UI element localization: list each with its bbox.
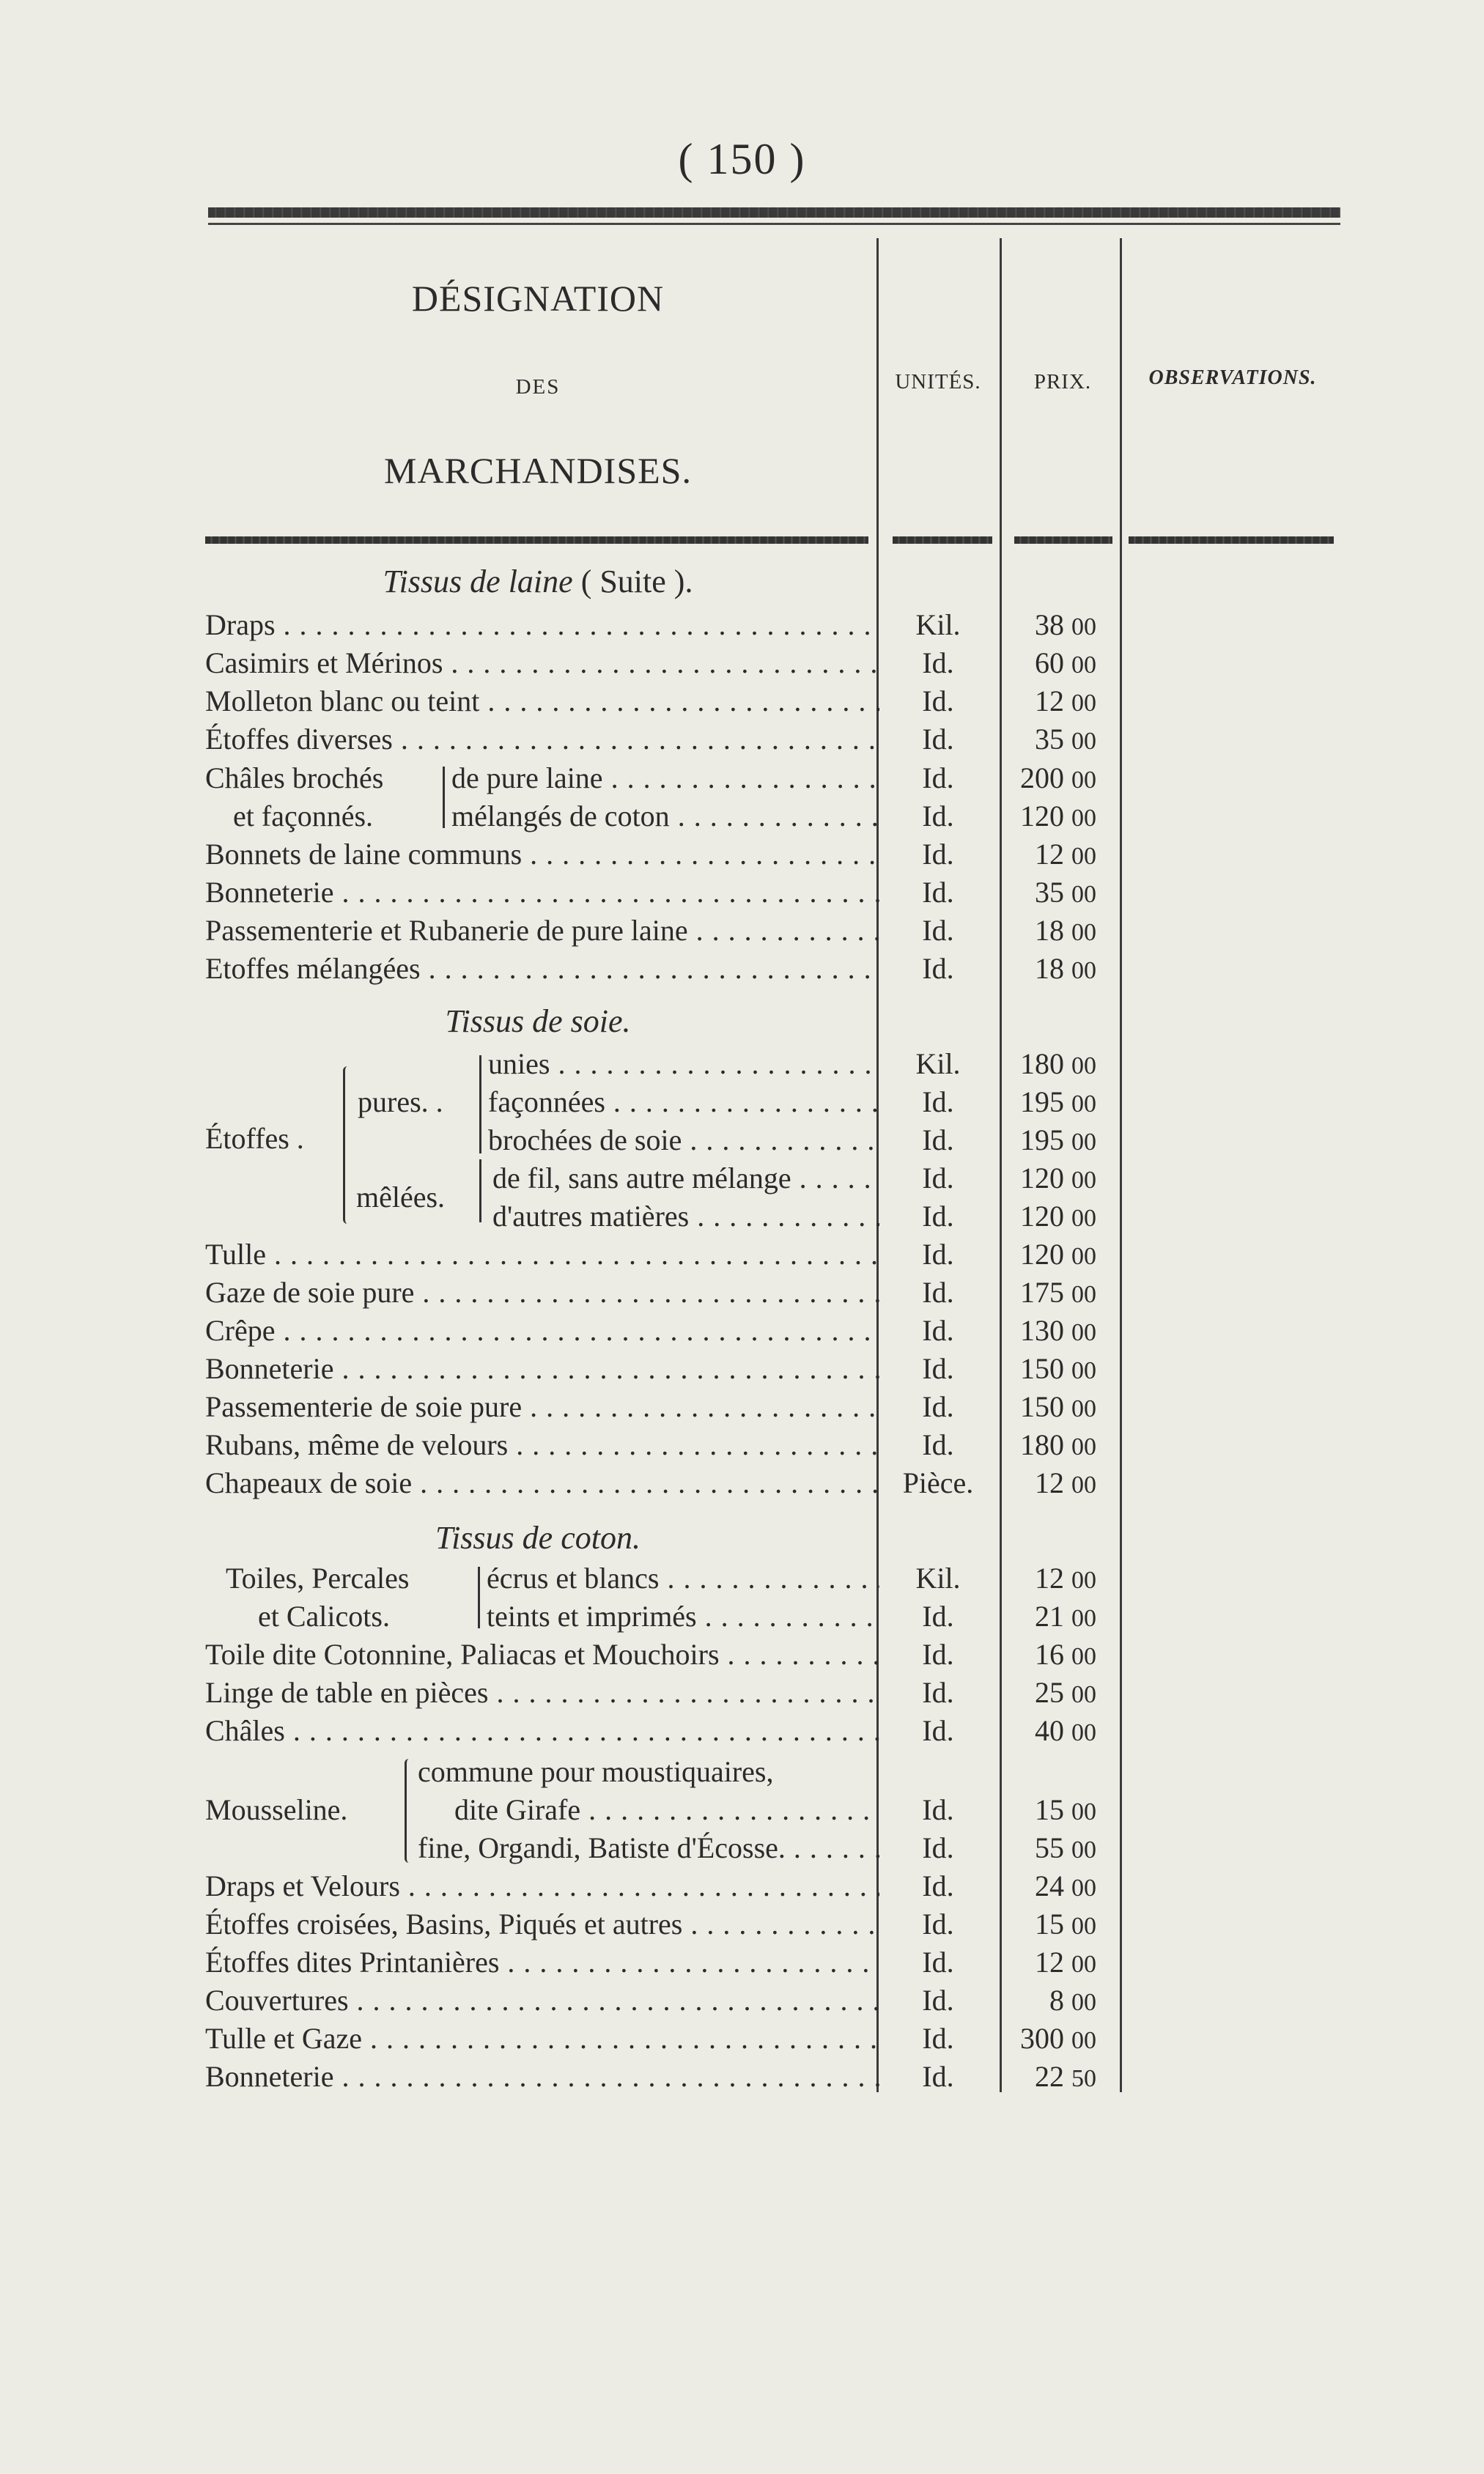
- table-row: [488, 1083, 879, 1121]
- price-centimes: 50: [1071, 2065, 1096, 2092]
- price-francs: 120: [1020, 1238, 1064, 1271]
- price-francs: 35: [1035, 723, 1064, 756]
- label-toiles-percales: Toiles, Percales: [226, 1562, 410, 1595]
- row-price: [1005, 835, 1123, 874]
- table-row: [205, 835, 879, 874]
- price-francs: 300: [1020, 2022, 1064, 2055]
- price-centimes: 00: [1071, 1090, 1096, 1118]
- row-unit: Id.: [922, 1352, 954, 1385]
- column-rule-prix: [1014, 536, 1112, 544]
- row-price: [1005, 682, 1123, 720]
- row-label: Bonnets de laine communs . . .: [205, 835, 879, 874]
- price-centimes: 00: [1071, 1052, 1096, 1079]
- row-price: [1005, 720, 1123, 758]
- table-row: [205, 1388, 879, 1426]
- row-unit: Id.: [922, 1600, 954, 1633]
- row-unit: Id.: [922, 1676, 954, 1709]
- header-prix: PRIX.: [1033, 370, 1092, 394]
- table-row: [451, 797, 879, 835]
- row-label: Étoffes croisées, Basins, Piqués et autres . . .: [205, 1905, 879, 1943]
- label-chales-broches: Châles brochés: [205, 761, 384, 794]
- row-price: [1005, 912, 1123, 950]
- table-row: [492, 1159, 879, 1197]
- row-price: [1005, 1083, 1123, 1121]
- row-unit: Id.: [922, 1984, 954, 2017]
- row-unit: Id.: [922, 1314, 954, 1347]
- row-label: Gaze de soie pure . . .: [205, 1274, 879, 1312]
- row-unit: Id.: [922, 1162, 954, 1194]
- row-price: [1005, 1236, 1123, 1274]
- row-price: [1005, 874, 1123, 912]
- row-price: [1005, 606, 1123, 644]
- price-francs: 38: [1035, 608, 1064, 641]
- row-unit: Kil.: [915, 1562, 961, 1595]
- row-price: [1005, 1312, 1123, 1350]
- price-centimes: 00: [1071, 1875, 1096, 1902]
- price-centimes: 00: [1071, 1433, 1096, 1461]
- row-price: [1005, 1867, 1123, 1905]
- row-label: dite Girafe . . .: [454, 1791, 879, 1829]
- header-des: DES: [515, 375, 561, 399]
- row-label: Etoffes mélangées . . .: [205, 950, 879, 988]
- row-price: [1005, 1426, 1123, 1464]
- price-francs: 12: [1035, 1466, 1064, 1499]
- brace-chales: [443, 767, 445, 828]
- price-centimes: 00: [1071, 881, 1096, 908]
- row-label: fine, Organdi, Batiste d'Écosse. . . .: [418, 1829, 879, 1867]
- price-francs: 12: [1035, 838, 1064, 871]
- row-label: Étoffes diverses . . .: [205, 720, 879, 758]
- price-francs: 120: [1020, 1200, 1064, 1233]
- row-label: Tulle . . .: [205, 1236, 879, 1274]
- row-label: teints et imprimés . . .: [487, 1598, 879, 1636]
- row-unit: Id.: [922, 838, 954, 871]
- table-row: [454, 1791, 879, 1829]
- row-unit: Id.: [922, 761, 954, 794]
- table-row: [205, 950, 879, 988]
- price-francs: 15: [1035, 1793, 1064, 1826]
- table-row: [205, 1905, 879, 1943]
- section-title-laine: [208, 563, 868, 600]
- row-unit: Id.: [922, 1831, 954, 1864]
- header-rule-thick: [208, 207, 1340, 218]
- price-francs: 150: [1020, 1352, 1064, 1385]
- row-label: Chapeaux de soie . . .: [205, 1464, 879, 1502]
- price-centimes: 00: [1071, 1167, 1096, 1194]
- price-centimes: 00: [1071, 1681, 1096, 1708]
- row-unit: Id.: [922, 2060, 954, 2093]
- table-row: [205, 912, 879, 950]
- price-francs: 195: [1020, 1085, 1064, 1118]
- row-label: mélangés de coton . . .: [451, 797, 879, 835]
- price-centimes: 00: [1071, 957, 1096, 984]
- column-rule-designation: [205, 536, 868, 544]
- price-francs: 25: [1035, 1676, 1064, 1709]
- table-row: [487, 1559, 879, 1598]
- row-label: Molleton blanc ou teint . . .: [205, 682, 879, 720]
- table-row: [205, 1312, 879, 1350]
- price-centimes: 00: [1071, 1472, 1096, 1499]
- row-unit: Id.: [922, 1869, 954, 1902]
- table-row: [205, 1712, 879, 1750]
- label-et-calicots: et Calicots.: [258, 1600, 390, 1633]
- label-et-faconnes: et façonnés.: [233, 800, 374, 832]
- price-francs: 175: [1020, 1276, 1064, 1309]
- price-centimes: 00: [1071, 767, 1096, 794]
- price-francs: 150: [1020, 1390, 1064, 1423]
- section-title-text: Tissus de laine: [383, 564, 573, 599]
- table-row: [205, 2058, 879, 2096]
- column-divider-prix: [1000, 238, 1002, 2092]
- row-unit: Id.: [922, 876, 954, 909]
- row-unit: Id.: [922, 1390, 954, 1423]
- row-label: Bonneterie . . .: [205, 1350, 879, 1388]
- row-price: [1005, 759, 1123, 797]
- row-price: [1005, 1598, 1123, 1636]
- header-rule-thin: [208, 223, 1340, 225]
- price-centimes: 00: [1071, 2027, 1096, 2054]
- row-unit: Id.: [922, 1793, 954, 1826]
- price-francs: 18: [1035, 952, 1064, 985]
- price-centimes: 00: [1071, 843, 1096, 870]
- row-label: Linge de table en pièces . . .: [205, 1674, 879, 1712]
- row-unit: Id.: [922, 1908, 954, 1941]
- price-francs: 35: [1035, 876, 1064, 909]
- row-label: Toile dite Cotonnine, Paliacas et Mouchoirs . . .: [205, 1636, 879, 1674]
- price-centimes: 00: [1071, 1798, 1096, 1825]
- row-unit: Id.: [922, 1238, 954, 1271]
- row-unit: Kil.: [915, 1047, 961, 1080]
- price-centimes: 00: [1071, 1243, 1096, 1270]
- table-row: [205, 874, 879, 912]
- price-francs: 40: [1035, 1714, 1064, 1747]
- header-marchandises: MARCHANDISES.: [383, 450, 692, 491]
- table-row: [205, 1426, 879, 1464]
- price-centimes: 00: [1071, 1719, 1096, 1746]
- section-suite: ( Suite ).: [580, 564, 693, 599]
- row-price: [1005, 1464, 1123, 1502]
- price-francs: 12: [1035, 1946, 1064, 1979]
- brace-toiles: [478, 1567, 480, 1628]
- price-francs: 60: [1035, 646, 1064, 679]
- row-price: [1005, 1388, 1123, 1426]
- row-label: d'autres matières . . .: [492, 1197, 879, 1236]
- table-row: [205, 606, 879, 644]
- table-row: [205, 1236, 879, 1274]
- price-centimes: 00: [1071, 1643, 1096, 1670]
- brace-pures: [479, 1055, 481, 1153]
- price-francs: 180: [1020, 1047, 1064, 1080]
- table-row: [488, 1121, 879, 1159]
- row-label: façonnées . . .: [488, 1083, 879, 1121]
- price-francs: 18: [1035, 914, 1064, 947]
- label-commune-moustiquaires: commune pour moustiquaires,: [418, 1755, 774, 1788]
- price-centimes: 00: [1071, 613, 1096, 640]
- price-centimes: 00: [1071, 1567, 1096, 1594]
- table-row: [205, 1464, 879, 1502]
- row-price: [1005, 1559, 1123, 1598]
- row-unit: Id.: [922, 800, 954, 832]
- row-price: [1005, 1045, 1123, 1083]
- table-row: [205, 1982, 879, 2020]
- price-francs: 195: [1020, 1123, 1064, 1156]
- row-unit: Id.: [922, 1200, 954, 1233]
- table-row: [488, 1045, 879, 1083]
- price-francs: 24: [1035, 1869, 1064, 1902]
- price-francs: 180: [1020, 1428, 1064, 1461]
- table-row: [451, 759, 879, 797]
- row-label: Étoffes dites Printanières . . .: [205, 1943, 879, 1982]
- label-melees: mêlées.: [356, 1181, 446, 1214]
- price-francs: 120: [1020, 800, 1064, 832]
- row-price: [1005, 950, 1123, 988]
- row-label: de pure laine . . .: [451, 759, 879, 797]
- table-row: [205, 1636, 879, 1674]
- row-label: unies . . .: [488, 1045, 879, 1083]
- table-row: [205, 1674, 879, 1712]
- price-francs: 22: [1035, 2060, 1064, 2093]
- price-francs: 12: [1035, 684, 1064, 717]
- table-row: [205, 1350, 879, 1388]
- row-price: [1005, 1791, 1123, 1829]
- row-price: [1005, 1197, 1123, 1236]
- price-francs: 16: [1035, 1638, 1064, 1671]
- price-francs: 120: [1020, 1162, 1064, 1194]
- row-price: [1005, 1943, 1123, 1982]
- section-title-soie: Tissus de soie.: [445, 1003, 631, 1039]
- row-unit: Id.: [922, 914, 954, 947]
- row-price: [1005, 644, 1123, 682]
- table-row: [205, 682, 879, 720]
- table-row: [205, 1867, 879, 1905]
- table-row: [492, 1197, 879, 1236]
- price-centimes: 00: [1071, 1281, 1096, 1308]
- row-price: [1005, 1905, 1123, 1943]
- row-unit: Id.: [922, 684, 954, 717]
- row-label: Bonneterie . . .: [205, 2058, 879, 2096]
- price-francs: 55: [1035, 1831, 1064, 1864]
- row-price: [1005, 2058, 1123, 2096]
- table-row: [418, 1829, 879, 1867]
- price-centimes: 00: [1071, 1129, 1096, 1156]
- row-label: écrus et blancs . . .: [487, 1559, 879, 1598]
- brace-etoffes: [343, 1066, 354, 1224]
- row-unit: Id.: [922, 952, 954, 985]
- row-label: brochées de soie . . .: [488, 1121, 879, 1159]
- price-centimes: 00: [1071, 1395, 1096, 1422]
- row-price: [1005, 1274, 1123, 1312]
- table-row: [205, 720, 879, 758]
- label-mousseline: Mousseline.: [205, 1793, 348, 1826]
- row-label: Draps . . .: [205, 606, 879, 644]
- row-label: Passementerie et Rubanerie de pure laine . . .: [205, 912, 879, 950]
- price-centimes: 00: [1071, 1951, 1096, 1978]
- row-price: [1005, 797, 1123, 835]
- table-row: [205, 2020, 879, 2058]
- row-label: Draps et Velours . . .: [205, 1867, 879, 1905]
- table-row: [205, 644, 879, 682]
- table-row: [487, 1598, 879, 1636]
- price-centimes: 00: [1071, 651, 1096, 679]
- row-price: [1005, 1712, 1123, 1750]
- price-centimes: 00: [1071, 1357, 1096, 1384]
- brace-melees: [479, 1159, 481, 1222]
- row-label: de fil, sans autre mélange . . .: [492, 1159, 879, 1197]
- row-unit: Id.: [922, 1638, 954, 1671]
- page-number: ( 150 ): [678, 135, 806, 183]
- price-francs: 8: [1049, 1984, 1064, 2017]
- row-unit: Id.: [922, 646, 954, 679]
- row-unit: Id.: [922, 1946, 954, 1979]
- header-observations: OBSERVATIONS.: [1148, 366, 1317, 389]
- row-unit: Id.: [922, 723, 954, 756]
- table-row: [205, 1274, 879, 1312]
- price-francs: 130: [1020, 1314, 1064, 1347]
- price-centimes: 00: [1071, 1913, 1096, 1940]
- header-designation: DÉSIGNATION: [411, 278, 665, 319]
- table-row: [205, 1943, 879, 1982]
- row-label: Rubans, même de velours . . .: [205, 1426, 879, 1464]
- row-unit: Kil.: [915, 608, 961, 641]
- row-label: Couvertures . . .: [205, 1982, 879, 2020]
- price-francs: 12: [1035, 1562, 1064, 1595]
- price-francs: 15: [1035, 1908, 1064, 1941]
- row-label: Châles . . .: [205, 1712, 879, 1750]
- row-label: Passementerie de soie pure . . .: [205, 1388, 879, 1426]
- price-centimes: 00: [1071, 1205, 1096, 1232]
- header-unites: UNITÉS.: [895, 370, 981, 394]
- price-centimes: 00: [1071, 1989, 1096, 2016]
- row-price: [1005, 1121, 1123, 1159]
- price-francs: 21: [1035, 1600, 1064, 1633]
- row-price: [1005, 1829, 1123, 1867]
- row-price: [1005, 1982, 1123, 2020]
- row-unit: Id.: [922, 1428, 954, 1461]
- price-centimes: 00: [1071, 1836, 1096, 1864]
- price-centimes: 00: [1071, 919, 1096, 946]
- row-label: Casimirs et Mérinos . . .: [205, 644, 879, 682]
- row-unit: Id.: [922, 1714, 954, 1747]
- row-price: [1005, 2020, 1123, 2058]
- price-centimes: 00: [1071, 1605, 1096, 1632]
- row-price: [1005, 1350, 1123, 1388]
- row-price: [1005, 1636, 1123, 1674]
- section-title-coton: Tissus de coton.: [435, 1520, 641, 1556]
- label-etoffes: Étoffes .: [205, 1122, 304, 1155]
- price-francs: 200: [1020, 761, 1064, 794]
- row-label: Bonneterie . . .: [205, 874, 879, 912]
- price-centimes: 00: [1071, 805, 1096, 832]
- label-pures: pures. .: [358, 1085, 443, 1118]
- row-price: [1005, 1674, 1123, 1712]
- row-unit: Id.: [922, 2022, 954, 2055]
- price-centimes: 00: [1071, 728, 1096, 755]
- row-label: Tulle et Gaze . . .: [205, 2020, 879, 2058]
- row-unit: Id.: [922, 1085, 954, 1118]
- row-price: [1005, 1159, 1123, 1197]
- brace-mousseline: [405, 1759, 416, 1863]
- row-unit: Pièce.: [902, 1466, 974, 1499]
- price-centimes: 00: [1071, 690, 1096, 717]
- row-label: Crêpe . . .: [205, 1312, 879, 1350]
- row-unit: Id.: [922, 1123, 954, 1156]
- column-rule-unites: [893, 536, 992, 544]
- price-centimes: 00: [1071, 1319, 1096, 1346]
- column-rule-observations: [1129, 536, 1334, 544]
- row-unit: Id.: [922, 1276, 954, 1309]
